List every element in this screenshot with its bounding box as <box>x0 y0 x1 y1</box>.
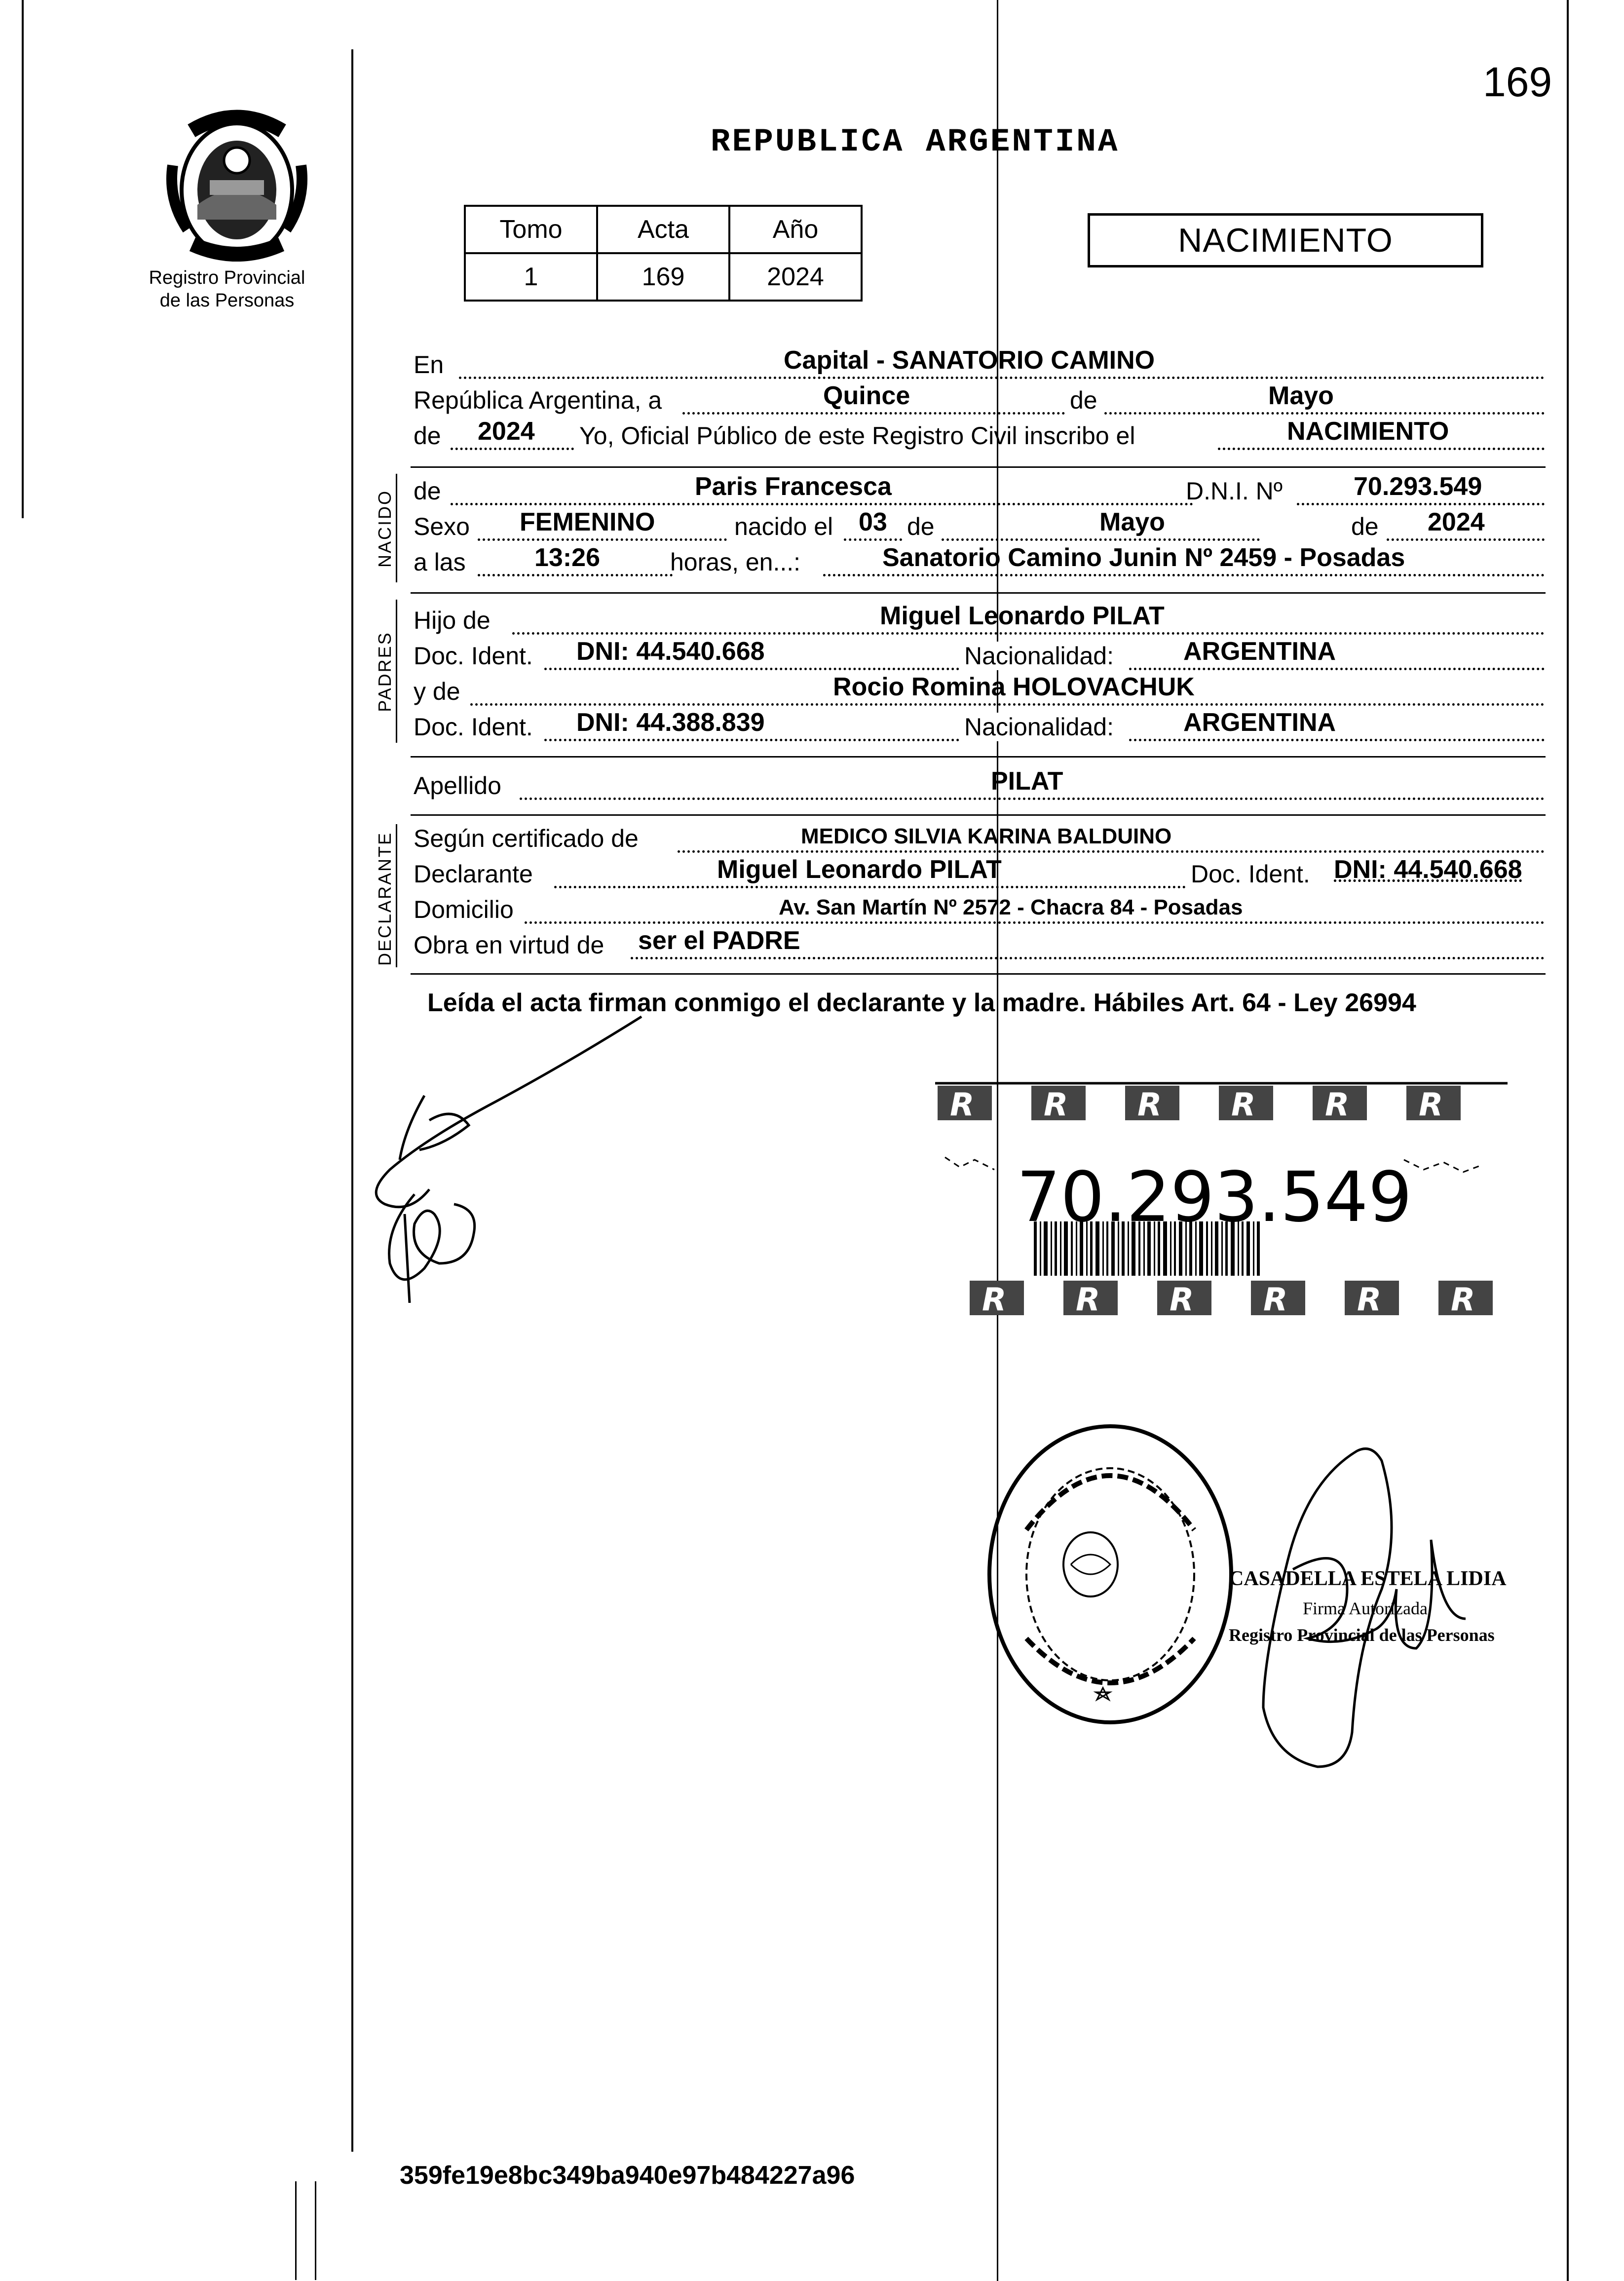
field-mother-name: Rocio Romina HOLOVACHUK <box>833 673 1195 701</box>
dotted-leader <box>478 574 673 576</box>
dotted-leader <box>520 798 1545 800</box>
stamp-letter: R <box>1044 1087 1068 1123</box>
dotted-leader <box>512 632 1545 635</box>
label-horas-en: horas, en...: <box>670 548 801 576</box>
official-seal-icon <box>982 1411 1239 1737</box>
dotted-leader <box>1218 448 1545 450</box>
dotted-leader <box>451 448 574 450</box>
record-table-value: 1 <box>465 253 597 301</box>
closing-statement: Leída el acta firman conmigo el declarante y la madre. Hábiles Art. 64 - Ley 26994 <box>427 988 1416 1017</box>
stamp-dni-number: 70.293.549 <box>1017 1157 1412 1238</box>
label-a-las: a las <box>414 548 466 576</box>
label-republica: República Argentina, a <box>414 386 662 414</box>
page-number: 169 <box>1483 59 1552 105</box>
label-sexo: Sexo <box>414 513 470 540</box>
label-domicilio: Domicilio <box>414 896 514 923</box>
country-title: REPUBLICA ARGENTINA <box>711 123 1120 160</box>
record-table-header: Año <box>729 206 862 253</box>
label-segun-cert: Según certificado de <box>414 825 639 852</box>
dotted-leader <box>1387 538 1545 541</box>
province-seal-icon <box>163 106 311 269</box>
label-de-year2: de <box>1351 513 1379 540</box>
section-rule <box>411 973 1546 975</box>
dotted-leader <box>823 574 1545 576</box>
stamp-letter: R <box>1231 1087 1256 1123</box>
record-table-value-row <box>465 253 862 301</box>
registry-name <box>123 266 331 312</box>
dotted-leader <box>459 377 1545 379</box>
label-dni: D.N.I. Nº <box>1186 477 1283 505</box>
dotted-leader <box>631 957 1545 959</box>
field-mother-nationality: ARGENTINA <box>1183 708 1336 737</box>
dotted-leader <box>554 886 1186 888</box>
line-declarant <box>414 855 1548 895</box>
field-birth-place: Sanatorio Camino Junin Nº 2459 - Posadas <box>882 543 1405 572</box>
record-number-table <box>464 205 863 302</box>
dotted-leader <box>1297 503 1545 505</box>
stamp-letter: R <box>1357 1282 1382 1318</box>
label-obra-virtud: Obra en virtud de <box>414 931 604 959</box>
declarant-signature <box>355 1007 661 1303</box>
dotted-leader <box>470 703 1545 706</box>
label-nacionalidad: Nacionalidad: <box>961 713 1117 741</box>
field-father-name: Miguel Leonardo PILAT <box>880 602 1165 630</box>
label-de-year: de <box>414 422 441 450</box>
dotted-leader <box>1129 739 1545 741</box>
document-hash: 359fe19e8bc349ba940e97b484227a96 <box>400 2161 855 2190</box>
stamp-pattern-row-top <box>938 1086 1461 1123</box>
field-month: Mayo <box>1268 381 1334 410</box>
field-child-dni: 70.293.549 <box>1354 472 1482 501</box>
field-birth-year: 2024 <box>1428 508 1485 536</box>
field-place: Capital - SANATORIO CAMINO <box>784 346 1155 375</box>
act-type-box: NACIMIENTO <box>1088 213 1483 267</box>
label-declarante: Declarante <box>414 860 533 888</box>
right-margin-line <box>1567 0 1569 2281</box>
line-surname <box>414 767 1548 807</box>
official-role: Firma Autorizada <box>1303 1598 1428 1618</box>
line-birth-time-place <box>414 543 1548 583</box>
section-rule <box>411 466 1546 468</box>
field-birth-time: 13:26 <box>534 543 600 572</box>
record-table-header-row <box>465 206 862 253</box>
section-label-nacido: NACIDO <box>375 490 395 568</box>
field-address: Av. San Martín Nº 2572 - Chacra 84 - Posadas <box>779 895 1243 919</box>
field-act: NACIMIENTO <box>1287 417 1449 446</box>
field-day-words: Quince <box>823 381 910 410</box>
section-rule <box>411 814 1546 816</box>
field-mother-doc: DNI: 44.388.839 <box>576 708 765 737</box>
stamp-letter: R <box>1451 1282 1475 1318</box>
field-birth-month: Mayo <box>1099 508 1165 536</box>
official-name: CASADELLA ESTELA LIDIA <box>1229 1567 1507 1590</box>
record-table-header: Acta <box>597 206 729 253</box>
registry-name-line1: Registro Provincial <box>149 267 305 288</box>
section-label-padres: PADRES <box>375 631 395 712</box>
record-table-value: 169 <box>597 253 729 301</box>
record-table-header: Tomo <box>465 206 597 253</box>
stamp-letter: R <box>1076 1282 1100 1318</box>
label-en: En <box>414 351 444 379</box>
field-father-nationality: ARGENTINA <box>1183 637 1336 666</box>
official-office: Registro Provincial de las Personas <box>1229 1625 1495 1645</box>
binding-line-lower <box>295 2181 297 2280</box>
label-apellido: Apellido <box>414 772 501 799</box>
section-bar-padres <box>396 600 397 743</box>
stamp-pattern-row-bottom <box>970 1281 1493 1318</box>
line-address <box>414 896 1548 931</box>
section-rule <box>411 756 1546 758</box>
label-doc-ident: Doc. Ident. <box>414 642 533 670</box>
stamp-letter: R <box>1170 1282 1194 1318</box>
label-doc-ident-decl: Doc. Ident. <box>1191 860 1310 888</box>
line-year-act <box>414 417 1548 457</box>
dotted-leader <box>451 503 1193 505</box>
section-bar-declarante <box>396 824 397 967</box>
label-hijo-de: Hijo de <box>414 607 491 634</box>
stamp-letter: R <box>1419 1087 1443 1123</box>
field-certificate-by: MEDICO SILVIA KARINA BALDUINO <box>801 824 1172 848</box>
stamp-letter: R <box>950 1087 975 1123</box>
registry-name-line2: de las Personas <box>159 290 295 311</box>
field-surname: PILAT <box>991 767 1063 796</box>
field-capacity: ser el PADRE <box>638 926 800 955</box>
label-nacionalidad: Nacionalidad: <box>961 642 1117 670</box>
dotted-leader <box>1129 668 1545 670</box>
binding-line <box>351 49 353 2152</box>
line-place <box>414 346 1548 386</box>
field-child-name: Paris Francesca <box>695 472 892 501</box>
dotted-leader <box>682 412 1065 415</box>
stamp-letter: R <box>1263 1282 1288 1318</box>
stamp-letter: R <box>1325 1087 1350 1123</box>
stamp-letter: R <box>982 1282 1007 1318</box>
label-doc-ident: Doc. Ident. <box>414 713 533 741</box>
label-y-de: y de <box>414 678 460 705</box>
field-sex: FEMENINO <box>520 508 655 536</box>
field-declarant-doc: DNI: 44.540.668 <box>1334 855 1522 884</box>
label-nacido-el: nacido el <box>734 513 833 540</box>
record-table-value: 2024 <box>729 253 862 301</box>
section-bar-nacido <box>396 474 397 582</box>
stamp-letter: R <box>1137 1087 1162 1123</box>
binding-line-lower-2 <box>315 2181 316 2280</box>
label-de: de <box>1070 386 1097 414</box>
label-yo: Yo, Oficial Público de este Registro Civil inscribo el <box>579 422 1135 450</box>
line-mother-doc <box>414 708 1548 748</box>
dotted-leader <box>844 538 902 541</box>
dotted-leader <box>942 538 1260 541</box>
field-father-doc: DNI: 44.540.668 <box>576 637 765 666</box>
field-declarant-name: Miguel Leonardo PILAT <box>717 855 1002 884</box>
left-margin-line <box>22 0 24 518</box>
label-de-month: de <box>907 513 935 540</box>
dotted-leader <box>478 538 727 541</box>
dotted-leader <box>678 850 1545 853</box>
label-de-name: de <box>414 477 441 505</box>
field-birth-day: 03 <box>859 508 887 536</box>
section-rule <box>411 592 1546 594</box>
dotted-leader <box>525 921 1545 924</box>
line-capacity <box>414 926 1548 966</box>
section-label-declarante: DECLARANTE <box>375 831 395 966</box>
field-year: 2024 <box>478 417 535 446</box>
dotted-leader <box>1104 412 1545 415</box>
